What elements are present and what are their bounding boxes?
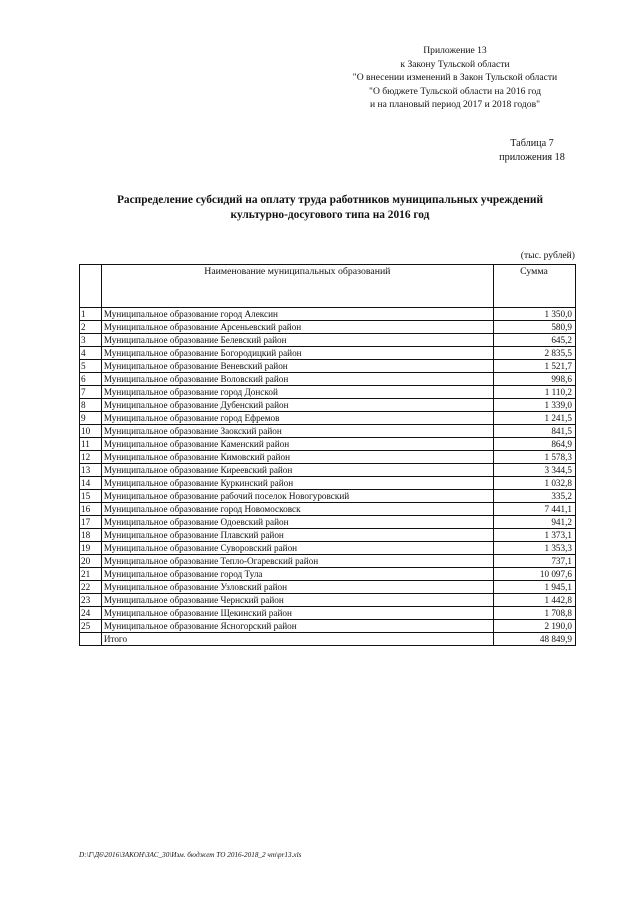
- row-number-cell: 19: [80, 542, 102, 555]
- header-sum-cell: Сумма: [493, 265, 575, 308]
- row-name-cell: Муниципальное образование Куркинский район: [101, 477, 493, 490]
- row-number-cell: 22: [80, 581, 102, 594]
- row-sum-cell: 1 708,8: [493, 607, 575, 620]
- row-number-cell: 6: [80, 373, 102, 386]
- row-number-cell: 9: [80, 412, 102, 425]
- row-number-cell: 21: [80, 568, 102, 581]
- row-name-cell: Муниципальное образование Дубенский район: [101, 399, 493, 412]
- document-title-line: Распределение субсидий на оплату труда работников муниципальных учреждений: [116, 194, 544, 206]
- row-number-cell: 5: [80, 360, 102, 373]
- row-name-cell: Муниципальное образование Одоевский район: [101, 516, 493, 529]
- table-row: [80, 373, 576, 386]
- row-name-cell: Муниципальное образование Плавский район: [101, 529, 493, 542]
- appendix-line: и на плановый период 2017 и 2018 годов": [369, 99, 541, 111]
- row-name-cell: Муниципальное образование Кимовский район: [101, 451, 493, 464]
- units-label: (тыс. рублей): [520, 250, 575, 261]
- row-sum-cell: 1 350,0: [493, 308, 575, 321]
- row-name-cell: Муниципальное образование город Новомосковск: [101, 503, 493, 516]
- appendix-line: "О внесении изменений в Закон Тульской области: [352, 72, 558, 84]
- table-row: [80, 581, 576, 594]
- row-sum-cell: 10 097,6: [493, 568, 575, 581]
- row-name-cell: Муниципальное образование Белевский район: [101, 334, 493, 347]
- table-reference-line: Таблица 7: [510, 138, 554, 149]
- row-sum-cell: 645,2: [493, 334, 575, 347]
- row-number-cell: 1: [80, 308, 102, 321]
- row-sum-cell: 941,2: [493, 516, 575, 529]
- table-row: [80, 529, 576, 542]
- row-name-cell: Муниципальное образование Суворовский район: [101, 542, 493, 555]
- table-row: [80, 490, 576, 503]
- table-row: [80, 438, 576, 451]
- table-row: [80, 594, 576, 607]
- total-number-cell: [80, 633, 102, 646]
- row-sum-cell: 1 353,3: [493, 542, 575, 555]
- table-row: [80, 334, 576, 347]
- row-number-cell: 14: [80, 477, 102, 490]
- table-header-row: [80, 265, 576, 308]
- row-sum-cell: 864,9: [493, 438, 575, 451]
- row-name-cell: Муниципальное образование Веневский район: [101, 360, 493, 373]
- total-sum-cell: 48 849,9: [493, 633, 575, 646]
- row-sum-cell: 737,1: [493, 555, 575, 568]
- table-row: [80, 360, 576, 373]
- row-number-cell: 23: [80, 594, 102, 607]
- table-total-row: [80, 633, 576, 646]
- row-sum-cell: 1 032,8: [493, 477, 575, 490]
- row-number-cell: 8: [80, 399, 102, 412]
- table-row: [80, 451, 576, 464]
- row-number-cell: 17: [80, 516, 102, 529]
- row-name-cell: Муниципальное образование Богородицкий район: [101, 347, 493, 360]
- appendix-header: [340, 44, 570, 112]
- file-path-footer: D:\Г\Д6\2016\ЗАКОН\ЗАС_30\Изм. бюджет ТО 2016-2018_2 чт\pr13.xls: [79, 851, 302, 859]
- row-sum-cell: 335,2: [493, 490, 575, 503]
- table-row: [80, 542, 576, 555]
- row-sum-cell: 998,6: [493, 373, 575, 386]
- table-row: [80, 308, 576, 321]
- header-number-cell: [80, 265, 102, 308]
- table-row: [80, 477, 576, 490]
- table-row: [80, 321, 576, 334]
- row-sum-cell: 1 945,1: [493, 581, 575, 594]
- row-number-cell: 15: [80, 490, 102, 503]
- row-sum-cell: 2 835,5: [493, 347, 575, 360]
- row-name-cell: Муниципальное образование Ясногорский район: [101, 620, 493, 633]
- row-sum-cell: 1 241,5: [493, 412, 575, 425]
- row-number-cell: 12: [80, 451, 102, 464]
- row-sum-cell: 580,9: [493, 321, 575, 334]
- appendix-line: Приложение 13: [423, 45, 487, 56]
- row-name-cell: Муниципальное образование город Донской: [101, 386, 493, 399]
- row-name-cell: Муниципальное образование Киреевский район: [101, 464, 493, 477]
- header-name-cell: Наименование муниципальных образований: [101, 265, 493, 308]
- row-number-cell: 24: [80, 607, 102, 620]
- row-number-cell: 2: [80, 321, 102, 334]
- row-sum-cell: 1 110,2: [493, 386, 575, 399]
- table-row: [80, 399, 576, 412]
- table-row: [80, 620, 576, 633]
- row-name-cell: Муниципальное образование Щекинский район: [101, 607, 493, 620]
- table-row: [80, 516, 576, 529]
- row-sum-cell: 1 373,1: [493, 529, 575, 542]
- row-number-cell: 20: [80, 555, 102, 568]
- row-number-cell: 3: [80, 334, 102, 347]
- row-sum-cell: 1 339,0: [493, 399, 575, 412]
- row-sum-cell: 3 344,5: [493, 464, 575, 477]
- table-row: [80, 412, 576, 425]
- row-name-cell: Муниципальное образование Узловский район: [101, 581, 493, 594]
- row-name-cell: Муниципальное образование Заокский район: [101, 425, 493, 438]
- row-sum-cell: 1 578,3: [493, 451, 575, 464]
- table-row: [80, 555, 576, 568]
- table-row: [80, 568, 576, 581]
- row-name-cell: Муниципальное образование Каменский район: [101, 438, 493, 451]
- row-sum-cell: 1 521,7: [493, 360, 575, 373]
- table-reference: [488, 137, 576, 164]
- row-sum-cell: 2 190,0: [493, 620, 575, 633]
- row-number-cell: 13: [80, 464, 102, 477]
- row-number-cell: 18: [80, 529, 102, 542]
- row-number-cell: 16: [80, 503, 102, 516]
- document-title-line: культурно-досугового типа на 2016 год: [230, 209, 430, 221]
- table-row: [80, 503, 576, 516]
- document-title: [70, 193, 590, 223]
- table-row: [80, 464, 576, 477]
- row-name-cell: Муниципальное образование Воловский район: [101, 373, 493, 386]
- appendix-line: "О бюджете Тульской области на 2016 год: [369, 85, 541, 97]
- row-number-cell: 10: [80, 425, 102, 438]
- row-name-cell: Муниципальное образование Чернский район: [101, 594, 493, 607]
- row-name-cell: Муниципальное образование город Тула: [101, 568, 493, 581]
- table-reference-line: приложения 18: [499, 151, 565, 163]
- row-name-cell: Муниципальное образование рабочий поселок Новогуровский: [101, 490, 493, 503]
- table-row: [80, 425, 576, 438]
- row-number-cell: 25: [80, 620, 102, 633]
- table-row: [80, 386, 576, 399]
- table-body: [80, 308, 576, 633]
- row-name-cell: Муниципальное образование город Ефремов: [101, 412, 493, 425]
- row-name-cell: Муниципальное образование город Алексин: [101, 308, 493, 321]
- row-number-cell: 11: [80, 438, 102, 451]
- total-label-cell: Итого: [101, 633, 493, 646]
- row-sum-cell: 1 442,8: [493, 594, 575, 607]
- row-number-cell: 4: [80, 347, 102, 360]
- row-number-cell: 7: [80, 386, 102, 399]
- table-row: [80, 347, 576, 360]
- row-sum-cell: 841,5: [493, 425, 575, 438]
- row-name-cell: Муниципальное образование Арсеньевский район: [101, 321, 493, 334]
- row-sum-cell: 7 441,1: [493, 503, 575, 516]
- subsidy-table: [79, 264, 576, 646]
- table-row: [80, 607, 576, 620]
- row-name-cell: Муниципальное образование Тепло-Огаревский район: [101, 555, 493, 568]
- appendix-line: к Закону Тульской области: [400, 58, 510, 70]
